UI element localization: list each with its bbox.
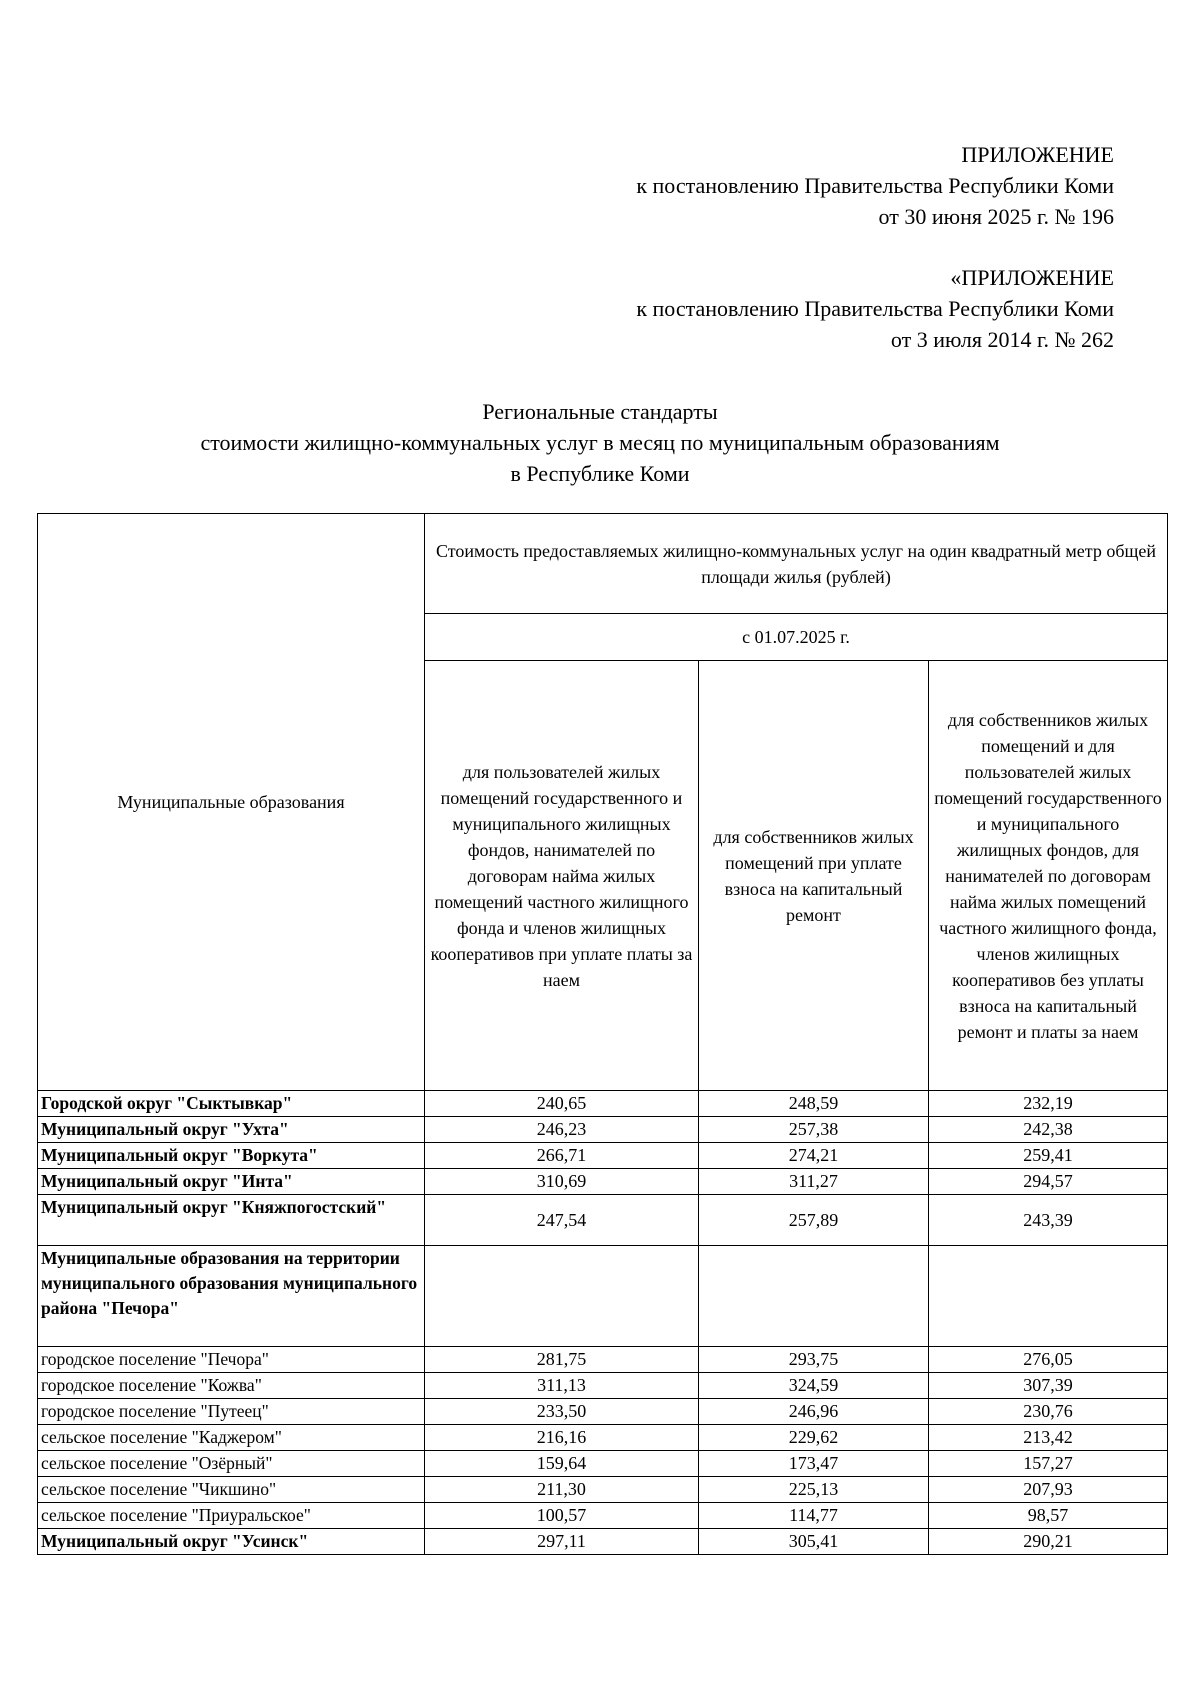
- tariff-with-repair: 173,47: [699, 1451, 929, 1477]
- municipality-name: сельское поселение "Приуральское": [38, 1503, 425, 1529]
- tariff-with-rent: 247,54: [425, 1195, 699, 1246]
- tariff-with-rent: 297,11: [425, 1529, 699, 1555]
- tariff-with-rent: [425, 1246, 699, 1347]
- municipality-name: Муниципальный округ "Ухта": [38, 1117, 425, 1143]
- annex-label: «ПРИЛОЖЕНИЕ: [950, 265, 1114, 290]
- tariff-with-repair: 274,21: [699, 1143, 929, 1169]
- tariff-base: 242,38: [929, 1117, 1168, 1143]
- table-row: [38, 1399, 1168, 1425]
- tariff-base: 276,05: [929, 1347, 1168, 1373]
- tariff-with-rent: 240,65: [425, 1091, 699, 1117]
- header-cost: Стоимость предоставляемых жилищно-коммунальных услуг на один квадратный метр общей площади жилья (рублей): [425, 514, 1168, 614]
- tariff-with-rent: 159,64: [425, 1451, 699, 1477]
- tariff-base: 230,76: [929, 1399, 1168, 1425]
- header-date: с 01.07.2025 г.: [425, 614, 1168, 661]
- tariff-base: [929, 1246, 1168, 1347]
- annex-header-current: [636, 139, 1114, 232]
- municipality-name: сельское поселение "Чикшино": [38, 1477, 425, 1503]
- tariff-with-repair: 305,41: [699, 1529, 929, 1555]
- tariff-base: 232,19: [929, 1091, 1168, 1117]
- table-row: [38, 1373, 1168, 1399]
- tariff-with-rent: 281,75: [425, 1347, 699, 1373]
- tariff-base: 157,27: [929, 1451, 1168, 1477]
- table-row: [38, 1451, 1168, 1477]
- tariff-base: 290,21: [929, 1529, 1168, 1555]
- tariff-base: 307,39: [929, 1373, 1168, 1399]
- annex-resolution: к постановлению Правительства Республики Коми: [636, 296, 1114, 321]
- tariff-with-repair: 225,13: [699, 1477, 929, 1503]
- annex-date: от 30 июня 2025 г. № 196: [878, 204, 1114, 229]
- tariff-with-repair: 311,27: [699, 1169, 929, 1195]
- municipality-name: Муниципальный округ "Усинск": [38, 1529, 425, 1555]
- header-municipalities: Муниципальные образования: [38, 514, 425, 1091]
- tariff-with-repair: 229,62: [699, 1425, 929, 1451]
- municipality-name: Муниципальный округ "Инта": [38, 1169, 425, 1195]
- municipality-name: городское поселение "Путеец": [38, 1399, 425, 1425]
- annex-resolution: к постановлению Правительства Республики Коми: [636, 173, 1114, 198]
- tariff-base: 98,57: [929, 1503, 1168, 1529]
- municipality-name: Муниципальные образования на территории муниципального образования муниципального района "Печора": [38, 1246, 425, 1347]
- title-line-1: Региональные стандарты: [482, 399, 718, 424]
- municipality-name: Городской округ "Сыктывкар": [38, 1091, 425, 1117]
- table-row: [38, 1529, 1168, 1555]
- municipality-name: Муниципальный округ "Воркута": [38, 1143, 425, 1169]
- title-line-2: стоимости жилищно-коммунальных услуг в месяц по муниципальным образованиям: [200, 430, 1000, 455]
- table-row: [38, 1091, 1168, 1117]
- title-line-3: в Республике Коми: [510, 461, 690, 486]
- document-title: [0, 396, 1200, 489]
- table-row: [38, 1169, 1168, 1195]
- tariff-with-rent: 266,71: [425, 1143, 699, 1169]
- tariff-with-repair: 248,59: [699, 1091, 929, 1117]
- tariff-with-repair: 324,59: [699, 1373, 929, 1399]
- table-row: [38, 1246, 1168, 1347]
- annex-header-original: [636, 262, 1114, 355]
- tariff-base: 294,57: [929, 1169, 1168, 1195]
- header-col-tenants: для пользователей жилых помещений государственного и муниципального жилищных фондов, нанимателей по договорам найма жилых помещений частного жилищного фонда и членов жилищных кооперативов при уплате платы за наем: [425, 661, 699, 1091]
- tariff-with-rent: 211,30: [425, 1477, 699, 1503]
- tariff-base: 243,39: [929, 1195, 1168, 1246]
- tariff-base: 259,41: [929, 1143, 1168, 1169]
- tariff-with-repair: 114,77: [699, 1503, 929, 1529]
- table-row: [38, 1195, 1168, 1246]
- table-row: [38, 1117, 1168, 1143]
- tariff-with-repair: [699, 1246, 929, 1347]
- tariff-base: 213,42: [929, 1425, 1168, 1451]
- table-row: [38, 1503, 1168, 1529]
- table-row: [38, 1477, 1168, 1503]
- header-col-without-repair: для собственников жилых помещений и для пользователей жилых помещений государственного и муниципального жилищных фондов, для нанимателей по договорам найма жилых помещений частного жилищного фонда, членов жилищных кооперативов без уплаты взноса на капитальный ремонт и платы за наем: [929, 661, 1168, 1091]
- tariff-with-repair: 257,38: [699, 1117, 929, 1143]
- tariff-base: 207,93: [929, 1477, 1168, 1503]
- municipality-name: городское поселение "Печора": [38, 1347, 425, 1373]
- tariff-with-rent: 310,69: [425, 1169, 699, 1195]
- tariff-with-rent: 216,16: [425, 1425, 699, 1451]
- municipality-name: Муниципальный округ "Княжпогостский": [38, 1195, 425, 1246]
- annex-date: от 3 июля 2014 г. № 262: [890, 327, 1114, 352]
- tariff-with-repair: 257,89: [699, 1195, 929, 1246]
- annex-label: ПРИЛОЖЕНИЕ: [961, 142, 1114, 167]
- table-row: [38, 1425, 1168, 1451]
- table-row: [38, 1347, 1168, 1373]
- tariff-with-rent: 311,13: [425, 1373, 699, 1399]
- municipality-name: городское поселение "Кожва": [38, 1373, 425, 1399]
- municipality-name: сельское поселение "Каджером": [38, 1425, 425, 1451]
- tariff-with-repair: 246,96: [699, 1399, 929, 1425]
- tariff-with-rent: 100,57: [425, 1503, 699, 1529]
- municipality-name: сельское поселение "Озёрный": [38, 1451, 425, 1477]
- tariff-with-repair: 293,75: [699, 1347, 929, 1373]
- standards-table: [37, 513, 1168, 1555]
- tariff-with-rent: 246,23: [425, 1117, 699, 1143]
- tariff-with-rent: 233,50: [425, 1399, 699, 1425]
- table-row: [38, 1143, 1168, 1169]
- header-col-owners-with-repair: для собственников жилых помещений при уплате взноса на капитальный ремонт: [699, 661, 929, 1091]
